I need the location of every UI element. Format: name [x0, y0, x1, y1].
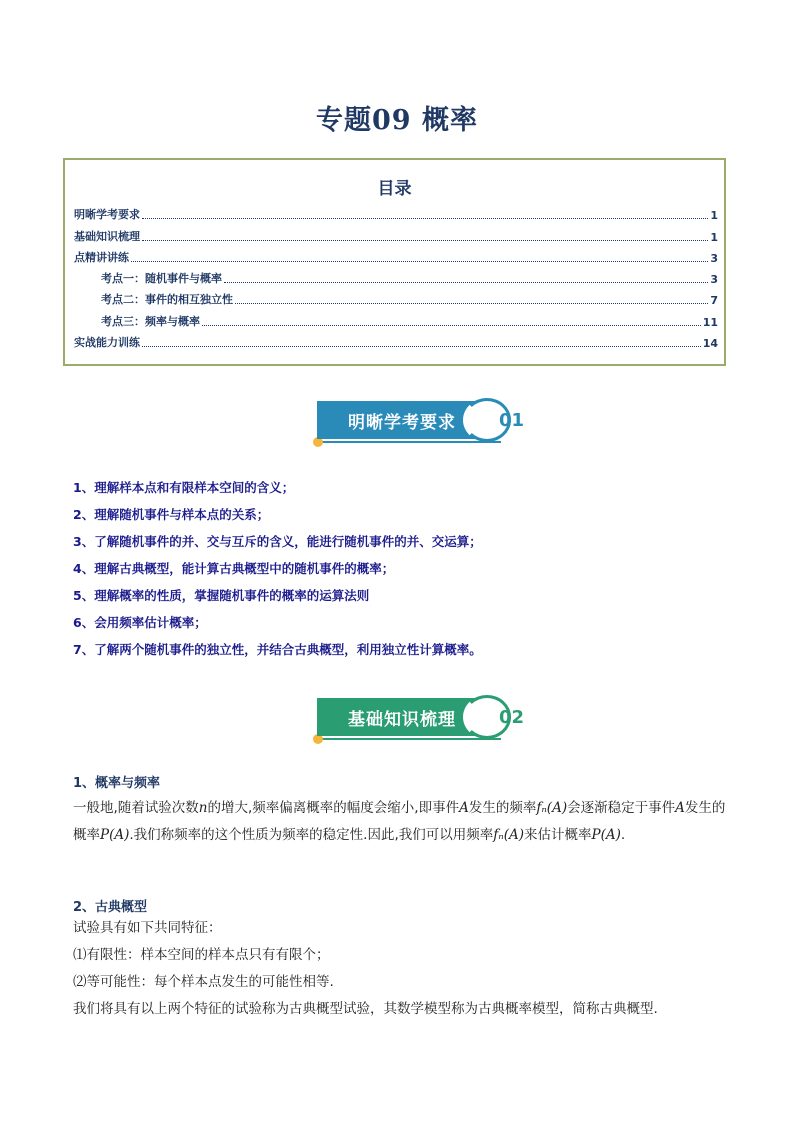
section-banner-02: [313, 698, 533, 742]
banner-label: 明晰学考要求: [317, 401, 487, 439]
section-heading: 2、古典概型: [73, 900, 148, 915]
toc-entry-label: 基础知识梳理: [74, 230, 140, 243]
toc-entry-page: 11: [702, 316, 718, 329]
toc-entry-page: 1: [710, 209, 718, 222]
requirement-item: 1、理解样本点和有限样本空间的含义；: [73, 480, 295, 495]
section-heading: 1、概率与频率: [73, 776, 161, 791]
toc-entry[interactable]: [101, 291, 718, 307]
section-banner-01: [313, 401, 533, 445]
classical-model-line: ⑵等可能性：每个样本点发生的可能性相等.: [73, 974, 334, 990]
toc-entry-label: 点精讲讲练: [74, 251, 129, 264]
toc-entry-page: 7: [710, 294, 718, 307]
toc-entry-label: 考点一：随机事件与概率: [101, 272, 222, 285]
table-of-contents: [63, 158, 726, 366]
requirement-item: 3、了解随机事件的并、交与互斥的含义，能进行随机事件的并、交运算；: [73, 534, 482, 549]
math-A: A: [459, 800, 469, 816]
paragraph-frequency: 一般地,随着试验次数n的增大,频率偏离概率的幅度会缩小,即事件A发生的频率fₙ(A)会逐渐稳定于事件A发生的概率P(A).我们称频率的这个性质为频率的稳定性.因此,我们可以用频率fₙ(A)来估计概率P(A).: [73, 800, 726, 843]
requirement-item: 4、理解古典概型，能计算古典概型中的随机事件的概率；: [73, 561, 395, 576]
page-title: 专题09 概率: [316, 105, 478, 136]
banner-label: 基础知识梳理: [317, 698, 487, 736]
requirement-item: 7、了解两个随机事件的独立性，并结合古典概型，利用独立性计算概率。: [73, 642, 482, 657]
toc-entry[interactable]: [74, 228, 718, 244]
banner-underline: [321, 738, 501, 740]
banner-underline: [321, 441, 501, 443]
toc-heading: 目录: [377, 179, 412, 199]
requirement-item: 5、理解概率的性质，掌握随机事件的概率的运算法则: [73, 588, 370, 603]
banner-number: 01: [499, 409, 525, 431]
requirement-item: 2、理解随机事件与样本点的关系；: [73, 507, 270, 522]
toc-entry[interactable]: [101, 313, 718, 329]
classical-model-line: 试验具有如下共同特征：: [73, 920, 222, 936]
classical-model-line: ⑴有限性：样本空间的样本点只有有限个；: [73, 947, 330, 963]
toc-entry-page: 3: [710, 273, 718, 286]
math-A: A: [675, 800, 685, 816]
toc-entry[interactable]: [101, 270, 718, 286]
toc-entry-page: 3: [710, 252, 718, 265]
banner-number: 02: [499, 706, 525, 728]
math-PA: P(A): [100, 827, 130, 843]
toc-entry-page: 1: [710, 231, 718, 244]
toc-entry-label: 考点三：频率与概率: [101, 315, 200, 328]
math-fnA: fₙ(A): [536, 800, 568, 816]
math-PA: P(A): [591, 827, 621, 843]
toc-entry[interactable]: [74, 206, 718, 222]
toc-entry-label: 考点二：事件的相互独立性: [101, 293, 233, 306]
toc-entry-label: 实战能力训练: [74, 336, 140, 349]
math-fnA: fₙ(A): [493, 827, 525, 843]
classical-model-line: 我们将具有以上两个特征的试验称为古典概型试验，其数学模型称为古典概率模型，简称古典概型.: [73, 1001, 658, 1017]
toc-entry-page: 14: [702, 337, 718, 350]
toc-entry-label: 明晰学考要求: [74, 208, 140, 221]
toc-entry[interactable]: [74, 249, 718, 265]
requirement-item: 6、会用频率估计概率；: [73, 615, 207, 630]
math-n: n: [198, 800, 208, 816]
toc-entry[interactable]: [74, 334, 718, 350]
